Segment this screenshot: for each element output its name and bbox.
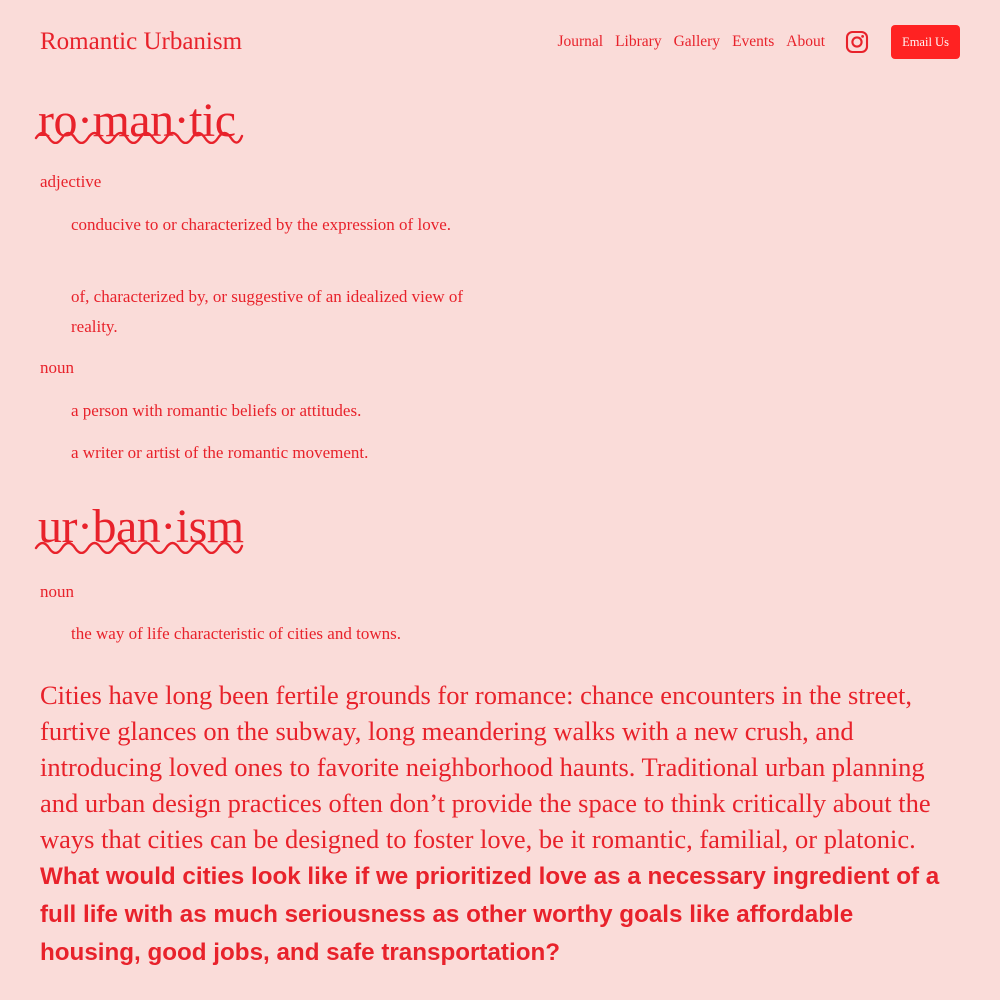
intro-paragraph xyxy=(40,677,960,971)
intro-question: What would cities look like if we prioritized love as a necessary ingredient of a full life with as much seriousness as other worthy goals like affordable housing, good jobs, and safe transportation? xyxy=(40,863,940,966)
term-romantic: ro·man·tic xyxy=(38,94,236,147)
nav-item-library[interactable]: Library xyxy=(615,33,662,50)
term-urbanism: ur·ban·ism xyxy=(38,500,244,553)
definition-item: a writer or artist of the romantic movement. xyxy=(71,443,369,462)
instagram-icon[interactable] xyxy=(845,30,869,54)
squiggle-underline-icon xyxy=(34,536,244,554)
nav-item-gallery[interactable]: Gallery xyxy=(673,33,721,50)
definition-item: of, characterized by, or suggestive of an idealized view of reality. xyxy=(71,287,464,336)
site-header xyxy=(40,25,960,59)
intro-text: Cities have long been fertile grounds for romance: chance encounters in the street, furtive glances on the subway, long meandering walks with a new crush, and introducing loved ones to favorite neighborhood haunts. Traditional urban planning and urban design practices often don’t provide the space to think critically about the ways that cities can be designed to foster love, be it romantic, familial, or platonic. xyxy=(40,680,931,854)
main-nav xyxy=(557,33,825,51)
part-of-speech-noun: noun xyxy=(40,358,74,377)
site-title-link[interactable]: Romantic Urbanism xyxy=(40,28,243,55)
definition-item: conducive to or characterized by the expression of love. xyxy=(71,215,451,234)
part-of-speech-adjective: adjective xyxy=(40,172,102,191)
nav-item-events[interactable]: Events xyxy=(732,33,775,50)
nav-item-journal[interactable]: Journal xyxy=(557,33,604,50)
definition-item: the way of life characteristic of cities and towns. xyxy=(71,624,401,643)
nav-item-about[interactable]: About xyxy=(786,33,825,50)
part-of-speech-noun: noun xyxy=(40,582,74,601)
squiggle-underline-icon xyxy=(34,126,244,144)
instagram-icon-svg xyxy=(845,30,869,54)
definition-item: a person with romantic beliefs or attitudes. xyxy=(71,401,362,420)
email-us-button[interactable]: Email Us xyxy=(891,25,960,59)
